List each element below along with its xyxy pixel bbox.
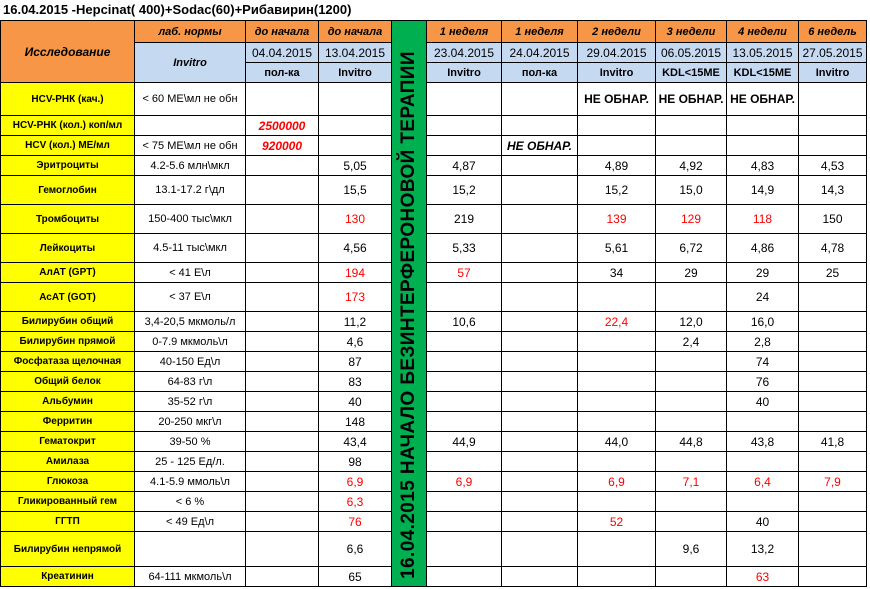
period-header: до начала <box>319 21 392 43</box>
result-cell <box>246 176 319 205</box>
result-cell: 52 <box>578 512 656 532</box>
test-name: АсАТ (GOT) <box>1 283 135 312</box>
result-cell <box>578 352 656 372</box>
result-cell: 6,3 <box>319 492 392 512</box>
research-header: Исследование <box>1 21 135 83</box>
result-cell: 43,8 <box>727 432 799 452</box>
test-name: Фосфатаза щелочная <box>1 352 135 372</box>
result-cell: 29 <box>656 263 727 283</box>
result-cell: 25 <box>799 263 867 283</box>
table-row <box>1 83 867 116</box>
result-cell: 76 <box>319 512 392 532</box>
test-name: Общий белок <box>1 372 135 392</box>
result-cell <box>427 512 502 532</box>
test-name: АлАТ (GPT) <box>1 263 135 283</box>
result-cell: 14,9 <box>727 176 799 205</box>
result-cell <box>246 492 319 512</box>
test-name: Глюкоза <box>1 472 135 492</box>
test-name: Билирубин непрямой <box>1 532 135 567</box>
result-cell <box>502 492 578 512</box>
result-cell <box>656 392 727 412</box>
date-header: 23.04.2015 <box>427 43 502 63</box>
result-cell <box>578 567 656 587</box>
result-cell <box>578 492 656 512</box>
result-cell <box>427 412 502 432</box>
test-name: Билирубин общий <box>1 312 135 332</box>
result-cell <box>578 283 656 312</box>
result-cell <box>799 412 867 432</box>
result-cell: 40 <box>727 392 799 412</box>
lab-header: Invitro <box>427 63 502 83</box>
result-cell: 5,05 <box>319 156 392 176</box>
result-cell <box>427 567 502 587</box>
lab-header: Invitro <box>319 63 392 83</box>
result-cell <box>578 332 656 352</box>
lab-norm: 64-83 г\л <box>135 372 246 392</box>
result-cell: 118 <box>727 205 799 234</box>
result-cell: 44,8 <box>656 432 727 452</box>
result-cell <box>427 392 502 412</box>
lab-header: пол-ка <box>502 63 578 83</box>
result-cell <box>799 332 867 352</box>
result-cell <box>246 452 319 472</box>
result-cell: НЕ ОБНАР. <box>727 83 799 116</box>
result-cell <box>656 452 727 472</box>
result-cell: 44,9 <box>427 432 502 452</box>
result-cell <box>246 392 319 412</box>
result-cell <box>246 432 319 452</box>
table-row <box>1 205 867 234</box>
test-name: Гликированный гем <box>1 492 135 512</box>
result-cell <box>246 412 319 432</box>
lab-norm: 64-111 мкмоль\л <box>135 567 246 587</box>
lab-header: Invitro <box>578 63 656 83</box>
period-header: 3 недели <box>656 21 727 43</box>
result-cell <box>799 136 867 156</box>
result-cell <box>727 452 799 472</box>
result-cell <box>727 116 799 136</box>
lab-norm: 0-7.9 мкмоль\л <box>135 332 246 352</box>
result-cell: 74 <box>727 352 799 372</box>
table-row <box>1 234 867 263</box>
result-cell <box>502 452 578 472</box>
result-cell: НЕ ОБНАР. <box>578 83 656 116</box>
test-name: Креатинин <box>1 567 135 587</box>
date-header: 24.04.2015 <box>502 43 578 63</box>
date-header: 06.05.2015 <box>656 43 727 63</box>
lab-header: Invitro <box>799 63 867 83</box>
lab-norm <box>135 116 246 136</box>
result-cell <box>246 372 319 392</box>
result-cell: НЕ ОБНАР. <box>502 136 578 156</box>
result-cell <box>799 392 867 412</box>
test-name: Альбумин <box>1 392 135 412</box>
lab-norm: < 6 % <box>135 492 246 512</box>
result-cell: 5,61 <box>578 234 656 263</box>
result-cell: 15,2 <box>578 176 656 205</box>
result-cell <box>502 312 578 332</box>
result-cell <box>502 392 578 412</box>
result-cell <box>578 392 656 412</box>
period-header: 6 недель <box>799 21 867 43</box>
result-cell: 4,92 <box>656 156 727 176</box>
therapy-start-banner <box>392 21 427 587</box>
result-cell <box>427 332 502 352</box>
table-row <box>1 312 867 332</box>
lab-norm: 25 - 125 Ед/л. <box>135 452 246 472</box>
result-cell: 129 <box>656 205 727 234</box>
lab-norm: 35-52 г\л <box>135 392 246 412</box>
date-header: 13.05.2015 <box>727 43 799 63</box>
test-name: HCV (кол.) МЕ/мл <box>1 136 135 156</box>
result-cell: 173 <box>319 283 392 312</box>
result-cell <box>427 116 502 136</box>
result-cell: 98 <box>319 452 392 472</box>
test-name: Билирубин прямой <box>1 332 135 352</box>
lab-norm: < 60 МЕ\мл не обн <box>135 83 246 116</box>
result-cell <box>656 283 727 312</box>
date-header: 04.04.2015 <box>246 43 319 63</box>
result-cell: 15,5 <box>319 176 392 205</box>
result-cell: 9,6 <box>656 532 727 567</box>
result-cell <box>246 532 319 567</box>
lab-norm: 150-400 тыс\мкл <box>135 205 246 234</box>
result-cell <box>799 116 867 136</box>
result-cell <box>799 352 867 372</box>
result-cell: 34 <box>578 263 656 283</box>
result-cell <box>502 156 578 176</box>
result-cell: 40 <box>319 392 392 412</box>
result-cell <box>319 136 392 156</box>
period-header: 4 недели <box>727 21 799 43</box>
result-cell: 76 <box>727 372 799 392</box>
result-cell: 139 <box>578 205 656 234</box>
result-cell <box>502 176 578 205</box>
result-cell: 44,0 <box>578 432 656 452</box>
result-cell: 6,9 <box>578 472 656 492</box>
result-cell <box>246 283 319 312</box>
test-name: Гемоглобин <box>1 176 135 205</box>
test-name: Лейкоциты <box>1 234 135 263</box>
result-cell <box>799 452 867 472</box>
result-cell: 4,89 <box>578 156 656 176</box>
table-row <box>1 156 867 176</box>
result-cell <box>246 567 319 587</box>
result-cell <box>799 83 867 116</box>
lab-results-table <box>0 20 867 587</box>
result-cell <box>502 332 578 352</box>
lab-norm <box>135 532 246 567</box>
lab-norm: < 37 Е\л <box>135 283 246 312</box>
result-cell <box>427 83 502 116</box>
result-cell: 194 <box>319 263 392 283</box>
result-cell <box>246 512 319 532</box>
result-cell <box>502 352 578 372</box>
result-cell: 7,9 <box>799 472 867 492</box>
lab-norm: 39-50 % <box>135 432 246 452</box>
result-cell: 57 <box>427 263 502 283</box>
result-cell <box>319 83 392 116</box>
result-cell <box>799 492 867 512</box>
result-cell <box>502 432 578 452</box>
result-cell: 6,9 <box>427 472 502 492</box>
result-cell <box>578 452 656 472</box>
result-cell <box>427 532 502 567</box>
norms-header: лаб. нормы <box>135 21 246 43</box>
table-row <box>1 432 867 452</box>
result-cell <box>727 412 799 432</box>
table-row <box>1 512 867 532</box>
result-cell <box>246 332 319 352</box>
lab-header: KDL<15ME <box>656 63 727 83</box>
result-cell: 2500000 <box>246 116 319 136</box>
result-cell <box>799 532 867 567</box>
result-cell: 148 <box>319 412 392 432</box>
table-row <box>1 136 867 156</box>
result-cell: 6,9 <box>319 472 392 492</box>
result-cell: 15,2 <box>427 176 502 205</box>
lab-norm: 20-250 мкг\л <box>135 412 246 432</box>
result-cell: 16,0 <box>727 312 799 332</box>
result-cell <box>427 352 502 372</box>
result-cell <box>799 312 867 332</box>
lab-norm: < 49 Ед\л <box>135 512 246 532</box>
result-cell: 2,4 <box>656 332 727 352</box>
result-cell: 65 <box>319 567 392 587</box>
table-row <box>1 567 867 587</box>
sheet-title: 16.04.2015 -Hepcinat( 400)+Sodac(60)+Рибавирин(1200) <box>3 2 352 17</box>
result-cell: 29 <box>727 263 799 283</box>
date-header: 29.04.2015 <box>578 43 656 63</box>
table-row <box>1 176 867 205</box>
lab-norm: 40-150 Ед\л <box>135 352 246 372</box>
result-cell: 63 <box>727 567 799 587</box>
table-row <box>1 452 867 472</box>
result-cell <box>656 352 727 372</box>
result-cell: 5,33 <box>427 234 502 263</box>
result-cell <box>246 312 319 332</box>
result-cell: 4,87 <box>427 156 502 176</box>
test-name: HCV-РНК (кач.) <box>1 83 135 116</box>
result-cell: 22,4 <box>578 312 656 332</box>
result-cell <box>502 263 578 283</box>
result-cell <box>727 492 799 512</box>
result-cell <box>246 83 319 116</box>
result-cell <box>246 234 319 263</box>
result-cell: 6,4 <box>727 472 799 492</box>
result-cell: 12,0 <box>656 312 727 332</box>
result-cell <box>502 234 578 263</box>
result-cell: 15,0 <box>656 176 727 205</box>
period-header: 1 неделя <box>427 21 502 43</box>
result-cell: 14,3 <box>799 176 867 205</box>
therapy-start-text: 16.04.2015 НАЧАЛО БЕЗИНТЕРФЕРОНОВОЙ ТЕРАПИИ <box>398 50 419 579</box>
result-cell <box>427 136 502 156</box>
table-row <box>1 332 867 352</box>
test-name: ГГТП <box>1 512 135 532</box>
result-cell <box>427 492 502 512</box>
result-cell <box>427 283 502 312</box>
result-cell: 40 <box>727 512 799 532</box>
lab-norm: 4.2-5.6 млн\мкл <box>135 156 246 176</box>
result-cell <box>502 472 578 492</box>
result-cell <box>656 116 727 136</box>
result-cell <box>502 532 578 567</box>
test-name: Амилаза <box>1 452 135 472</box>
result-cell: 10,6 <box>427 312 502 332</box>
result-cell: 4,83 <box>727 156 799 176</box>
result-cell: 4,78 <box>799 234 867 263</box>
result-cell: 920000 <box>246 136 319 156</box>
test-name: Эритроциты <box>1 156 135 176</box>
lab-norm: 13.1-17.2 г\дл <box>135 176 246 205</box>
result-cell <box>656 512 727 532</box>
result-cell: НЕ ОБНАР. <box>656 83 727 116</box>
result-cell: 24 <box>727 283 799 312</box>
result-cell <box>656 136 727 156</box>
result-cell: 6,6 <box>319 532 392 567</box>
result-cell <box>799 372 867 392</box>
result-cell <box>578 136 656 156</box>
test-name: Ферритин <box>1 412 135 432</box>
result-cell: 4,53 <box>799 156 867 176</box>
test-name: HCV-РНК (кол.) коп/мл <box>1 116 135 136</box>
result-cell <box>427 452 502 472</box>
result-cell <box>502 372 578 392</box>
result-cell <box>502 412 578 432</box>
table-row <box>1 392 867 412</box>
table-row <box>1 492 867 512</box>
lab-norm: 4.1-5.9 ммоль\л <box>135 472 246 492</box>
lab-norm: < 75 МЕ\мл не обн <box>135 136 246 156</box>
result-cell <box>502 116 578 136</box>
result-cell <box>246 263 319 283</box>
period-header: 2 недели <box>578 21 656 43</box>
lab-norm: < 41 Е\л <box>135 263 246 283</box>
result-cell: 4,86 <box>727 234 799 263</box>
date-header: 13.04.2015 <box>319 43 392 63</box>
result-cell <box>578 412 656 432</box>
lab-header: пол-ка <box>246 63 319 83</box>
table-row <box>1 283 867 312</box>
result-cell <box>799 283 867 312</box>
result-cell: 41,8 <box>799 432 867 452</box>
result-cell <box>502 512 578 532</box>
result-cell: 13,2 <box>727 532 799 567</box>
period-header: 1 неделя <box>502 21 578 43</box>
test-name: Тромбоциты <box>1 205 135 234</box>
lab-header: KDL<15ME <box>727 63 799 83</box>
result-cell <box>502 205 578 234</box>
result-cell <box>319 116 392 136</box>
result-cell <box>427 372 502 392</box>
result-cell: 6,72 <box>656 234 727 263</box>
result-cell: 11,2 <box>319 312 392 332</box>
result-cell: 43,4 <box>319 432 392 452</box>
result-cell <box>656 412 727 432</box>
result-cell <box>656 492 727 512</box>
table-row <box>1 263 867 283</box>
result-cell <box>656 567 727 587</box>
result-cell: 150 <box>799 205 867 234</box>
result-cell <box>799 512 867 532</box>
lab-norm: 3,4-20,5 мкмоль/л <box>135 312 246 332</box>
result-cell: 4,56 <box>319 234 392 263</box>
table-row <box>1 412 867 432</box>
lab-norm: 4.5-11 тыс\мкл <box>135 234 246 263</box>
table-row <box>1 532 867 567</box>
table-row <box>1 372 867 392</box>
result-cell <box>578 532 656 567</box>
result-cell: 130 <box>319 205 392 234</box>
result-cell <box>246 205 319 234</box>
result-cell: 2,8 <box>727 332 799 352</box>
result-cell: 7,1 <box>656 472 727 492</box>
period-header: до начала <box>246 21 319 43</box>
result-cell: 219 <box>427 205 502 234</box>
result-cell <box>246 352 319 372</box>
result-cell: 87 <box>319 352 392 372</box>
lab-name-header: Invitro <box>135 43 246 83</box>
result-cell: 4,6 <box>319 332 392 352</box>
result-cell <box>246 156 319 176</box>
table-row <box>1 472 867 492</box>
result-cell <box>727 136 799 156</box>
date-header: 27.05.2015 <box>799 43 867 63</box>
result-cell <box>578 372 656 392</box>
result-cell: 83 <box>319 372 392 392</box>
table-row <box>1 116 867 136</box>
table-row <box>1 352 867 372</box>
result-cell <box>502 83 578 116</box>
result-cell <box>246 472 319 492</box>
result-cell <box>656 372 727 392</box>
test-name: Гематокрит <box>1 432 135 452</box>
result-cell <box>502 283 578 312</box>
result-cell <box>578 116 656 136</box>
result-cell <box>799 567 867 587</box>
result-cell <box>502 567 578 587</box>
